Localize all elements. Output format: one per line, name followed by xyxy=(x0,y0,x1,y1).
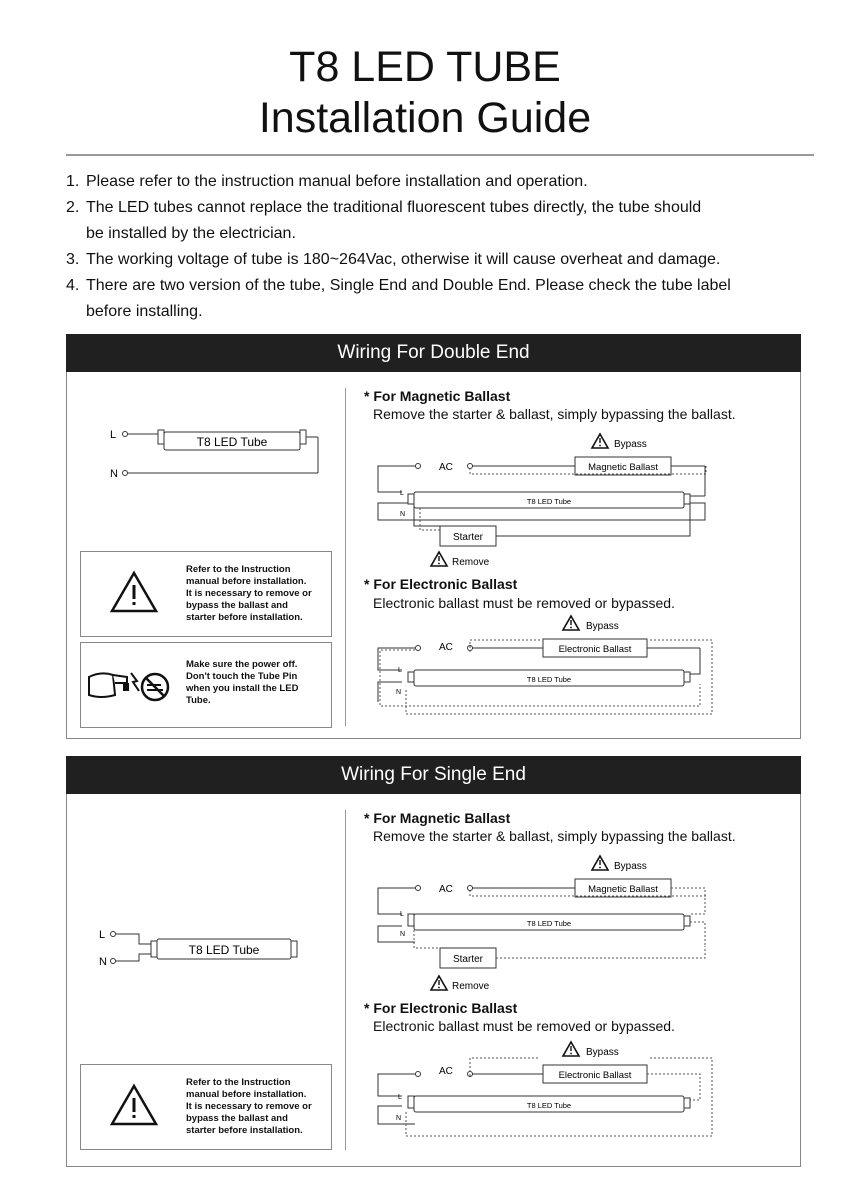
magnetic-ballast-desc: Remove the starter & ballast, simply bypassing the ballast. xyxy=(373,828,736,844)
magnetic-ballast-title: * For Magnetic Ballast xyxy=(364,388,511,404)
single-end-header: Wiring For Single End xyxy=(66,756,801,794)
svg-text:N: N xyxy=(110,468,118,480)
svg-text:T8 LED Tube: T8 LED Tube xyxy=(196,435,268,449)
svg-text:T8 LED Tube: T8 LED Tube xyxy=(526,497,572,506)
svg-text:T8 LED Tube: T8 LED Tube xyxy=(526,1101,572,1110)
svg-text:N: N xyxy=(396,689,402,696)
svg-text:N: N xyxy=(400,511,406,518)
single-end-electronic-ballast-diagram xyxy=(360,1038,720,1142)
single-end-magnetic-ballast-diagram xyxy=(360,852,720,992)
svg-text:Electronic Ballast: Electronic Ballast xyxy=(558,1070,632,1081)
svg-text:Magnetic Ballast: Magnetic Ballast xyxy=(588,884,658,895)
svg-text:Bypass: Bypass xyxy=(614,861,647,872)
svg-text:T8 LED Tube: T8 LED Tube xyxy=(526,675,572,684)
warning-triangle-icon xyxy=(109,1083,159,1127)
svg-text:T8 LED Tube: T8 LED Tube xyxy=(526,919,572,928)
warning-note-box: Refer to the Instruction manual before installation. It is necessary to remove or bypass the ballast and starter before installation. xyxy=(80,1064,332,1150)
page-title-line1: T8 LED TUBE xyxy=(289,43,561,91)
svg-text:Bypass: Bypass xyxy=(586,621,619,632)
svg-text:N: N xyxy=(400,931,406,938)
single-end-tube-diagram xyxy=(95,922,315,972)
electronic-ballast-desc: Electronic ballast must be removed or bypassed. xyxy=(373,595,675,611)
double-end-magnetic-ballast-diagram xyxy=(360,430,720,570)
double-end-column-divider xyxy=(345,388,346,726)
warning-note-box: Refer to the Instruction manual before installation. It is necessary to remove or bypass the ballast and starter before installation. xyxy=(80,551,332,637)
svg-text:N: N xyxy=(396,1115,402,1122)
svg-text:N: N xyxy=(99,956,107,968)
svg-text:AC: AC xyxy=(439,462,453,473)
magnetic-ballast-desc: Remove the starter & ballast, simply bypassing the ballast. xyxy=(373,406,736,422)
title-divider xyxy=(66,154,814,156)
svg-text:Electronic Ballast: Electronic Ballast xyxy=(558,644,632,655)
double-end-tube-diagram xyxy=(100,420,340,490)
svg-text:L: L xyxy=(400,911,404,918)
svg-text:Remove: Remove xyxy=(452,981,490,992)
svg-text:L: L xyxy=(400,490,404,497)
double-end-header: Wiring For Double End xyxy=(66,334,801,372)
svg-text:L: L xyxy=(398,1094,402,1101)
svg-text:L: L xyxy=(110,429,117,441)
svg-text:Bypass: Bypass xyxy=(614,439,647,450)
power-off-note-box: Make sure the power off. Don't touch the Tube Pin when you install the LED Tube. xyxy=(80,642,332,728)
svg-text:Bypass: Bypass xyxy=(586,1047,619,1058)
svg-text:Remove: Remove xyxy=(452,557,490,568)
svg-text:AC: AC xyxy=(439,1066,453,1077)
electronic-ballast-title: * For Electronic Ballast xyxy=(364,1000,518,1016)
no-touch-hand-icon xyxy=(87,663,177,707)
svg-text:Starter: Starter xyxy=(452,532,484,543)
svg-text:Starter: Starter xyxy=(452,954,484,965)
double-end-electronic-ballast-diagram xyxy=(360,612,720,722)
svg-text:L: L xyxy=(99,929,106,941)
warning-triangle-icon xyxy=(109,570,159,614)
svg-text:T8 LED Tube: T8 LED Tube xyxy=(188,943,260,957)
electronic-ballast-desc: Electronic ballast must be removed or bypassed. xyxy=(373,1018,675,1034)
svg-text:AC: AC xyxy=(439,642,453,653)
svg-text:AC: AC xyxy=(439,884,453,895)
page-title-line2: Installation Guide xyxy=(258,94,592,142)
electronic-ballast-title: * For Electronic Ballast xyxy=(364,576,518,592)
magnetic-ballast-title: * For Magnetic Ballast xyxy=(364,810,511,826)
svg-text:Magnetic Ballast: Magnetic Ballast xyxy=(588,462,658,473)
single-end-column-divider xyxy=(345,810,346,1150)
svg-text:L: L xyxy=(398,667,402,674)
